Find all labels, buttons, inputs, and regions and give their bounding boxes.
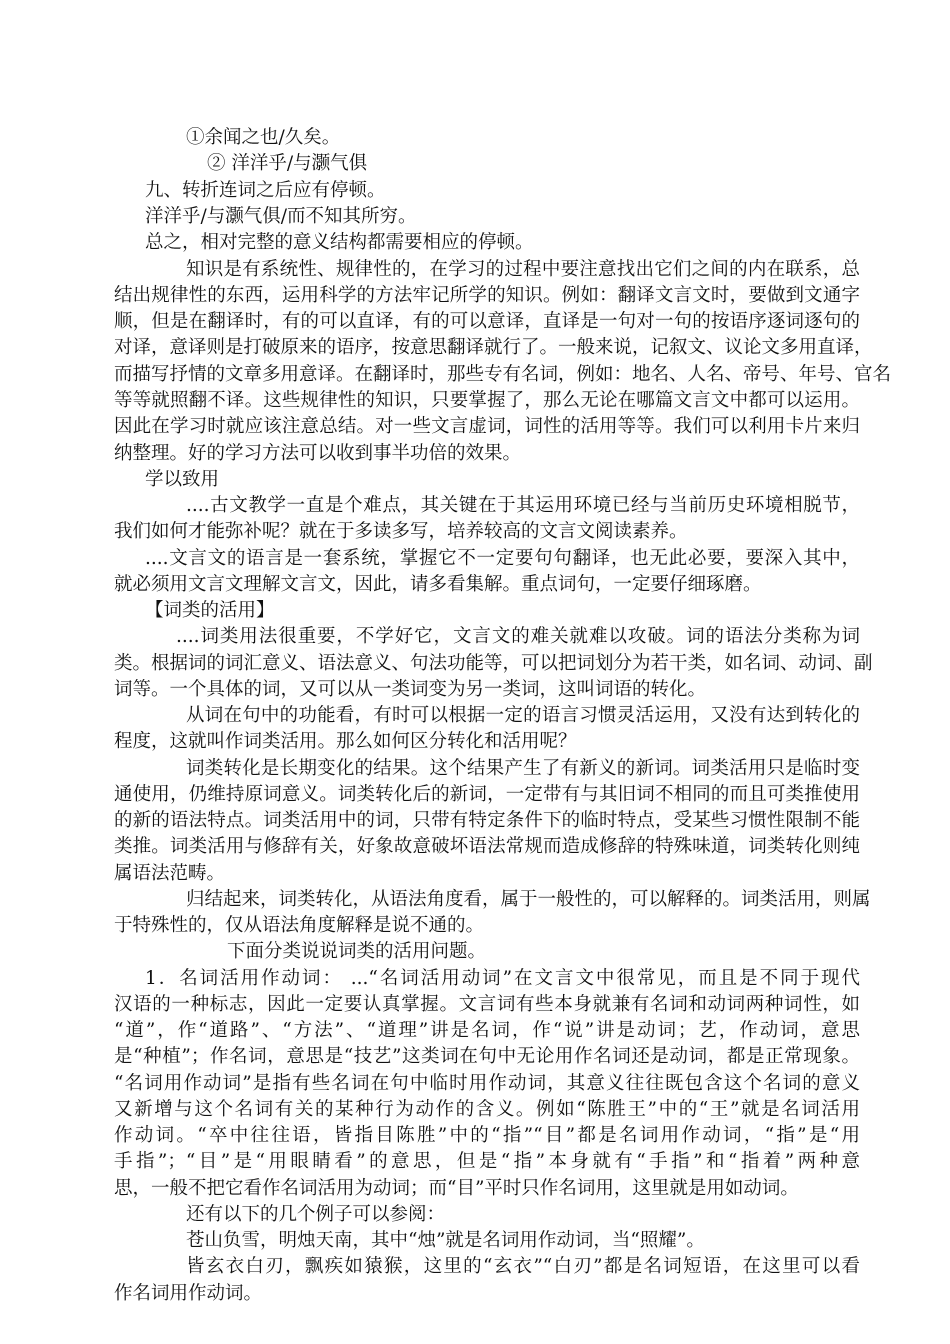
text-line: 于特殊性的，仅从语法角度解释是说不通的。: [114, 915, 485, 936]
text-line: 思，一般不把它看作名词活用为动词；而“目”平时只作名词用，这里就是用如动词。: [114, 1178, 799, 1199]
text-line: 因此在学习时就应该注意总结。对一些文言虚词，词性的活用等等。我们可以利用卡片来归: [114, 416, 860, 437]
text-line: 从词在句中的功能看，有时可以根据一定的语言习惯灵活运用，又没有达到转化的: [186, 705, 860, 726]
text-line: 九、转折连词之后应有停顿。: [145, 180, 386, 201]
text-line: 程度，这就叫作词类活用。那么如何区分转化和活用呢？: [114, 731, 577, 752]
text-line: 是“种植”；作名词，意思是“技艺”这类词在句中无论用作名词还是动词，都是正常现象。: [114, 1046, 860, 1067]
text-line: 知识是有系统性、规律性的，在学习的过程中要注意找出它们之间的内在联系，总: [186, 259, 860, 280]
text-line: ....文言文的语言是一套系统，掌握它不一定要句句翻译，也无此必要，要深入其中，: [145, 548, 860, 569]
text-line: 还有以下的几个例子可以参阅：: [186, 1204, 446, 1225]
text-line: ② 洋洋乎/与灏气俱: [207, 153, 368, 174]
text-line: 纳整理。好的学习方法可以收到事半功倍的效果。: [114, 443, 522, 464]
text-line: 就必须用文言文理解文言文，因此，请多看集解。重点词句，一定要仔细琢磨。: [114, 574, 762, 595]
text-line: ....词类用法很重要，不学好它，文言文的难关就难以攻破。词的语法分类称为词: [176, 626, 860, 647]
text-line: 我们如何才能弥补呢？就在于多读多写，培养较高的文言文阅读素养。: [114, 521, 688, 542]
text-line: ....古文教学一直是个难点，其关键在于其运用环境已经与当前历史环境相脱节，: [186, 495, 860, 516]
text-line: 等等就照翻不译。这些规律性的知识，只要掌握了，那么无论在哪篇文言文中都可以运用。: [114, 390, 860, 411]
text-line: 1．名词活用作动词： ...“名词活用动词”在文言文中很常见，而且是不同于现代: [145, 968, 860, 989]
text-line: 下面分类说说词类的活用问题。: [227, 941, 487, 962]
text-line: 手指”；“目”是“用眼睛看”的意思，但是“指”本身就有“手指”和“指着”两种意: [114, 1151, 860, 1172]
text-line: 总之，相对完整的意义结构都需要相应的停顿。: [145, 232, 534, 253]
text-line: 作动词。“卒中往往语，皆指目陈胜”中的“指”“目”都是名词用作动词，“指”是“用: [114, 1125, 860, 1146]
text-line: 通使用，仍维持原词意义。词类转化后的新词，一定带有与其旧词不相同的而且可类推使用: [114, 784, 860, 805]
text-line: 类推。词类活用与修辞有关，好象故意破坏语法常规而造成修辞的特殊味道，词类转化则纯: [114, 836, 860, 857]
text-line: 结出规律性的东西，运用科学的方法牢记所学的知识。例如：翻译文言文时，要做到文通字: [114, 285, 860, 306]
text-line: 皆玄衣白刃，飘疾如猿猴，这里的“玄衣”“白刃”都是名词短语，在这里可以看: [186, 1256, 860, 1277]
text-line: 属语法范畴。: [114, 863, 226, 884]
text-line: 顺，但是在翻译时，有的可以直译，有的可以意译，直译是一句对一句的按语序逐词逐句的: [114, 311, 860, 332]
text-line: 作名词用作动词。: [114, 1283, 263, 1304]
text-line: 而描写抒情的文章多用意译。在翻译时，那些专有名词，例如：地名、人名、帝号、年号、官名: [114, 364, 892, 385]
text-line: 洋洋乎/与灏气俱/而不知其所穷。: [145, 206, 417, 227]
section-heading: 【词类的活用】: [145, 600, 275, 621]
text-line: “名词用作动词”是指有些名词在句中临时用作动词，其意义往往既包含这个名词的意义: [114, 1073, 860, 1094]
text-line: ①余闻之也/久矣。: [186, 127, 341, 148]
text-line: “道”，作“道路”、“方法”、“道理”讲是名词，作“说”讲是动词；艺，作动词，意思: [114, 1020, 860, 1041]
text-line: 的新的语法特点。词类活用中的词，只带有特定条件下的临时特点，受某些习惯性限制不能: [114, 810, 860, 831]
text-line: 苍山负雪，明烛天南，其中“烛”就是名词用作动词，当“照耀”。: [186, 1230, 705, 1251]
text-line: 对译，意译则是打破原来的语序，按意思翻译就行了。一般来说，记叙文、议论文多用直译，: [114, 337, 873, 358]
text-line: 汉语的一种标志，因此一定要认真掌握。文言词有些本身就兼有名词和动词两种词性，如: [114, 994, 860, 1015]
section-heading: 学以致用: [145, 469, 220, 490]
text-line: 归结起来，词类转化，从语法角度看，属于一般性的，可以解释的。词类活用，则属: [186, 889, 871, 910]
text-line: 类。根据词的词汇意义、语法意义、句法功能等，可以把词划分为若干类，如名词、动词、副: [114, 653, 873, 674]
text-line: 词类转化是长期变化的结果。这个结果产生了有新义的新词。词类活用只是临时变: [186, 758, 860, 779]
text-line: 又新增与这个名词有关的某种行为动作的含义。例如“陈胜王”中的“王”就是名词活用: [114, 1099, 860, 1120]
text-line: 词等。一个具体的词，又可以从一类词变为另一类词，这叫词语的转化。: [114, 679, 707, 700]
